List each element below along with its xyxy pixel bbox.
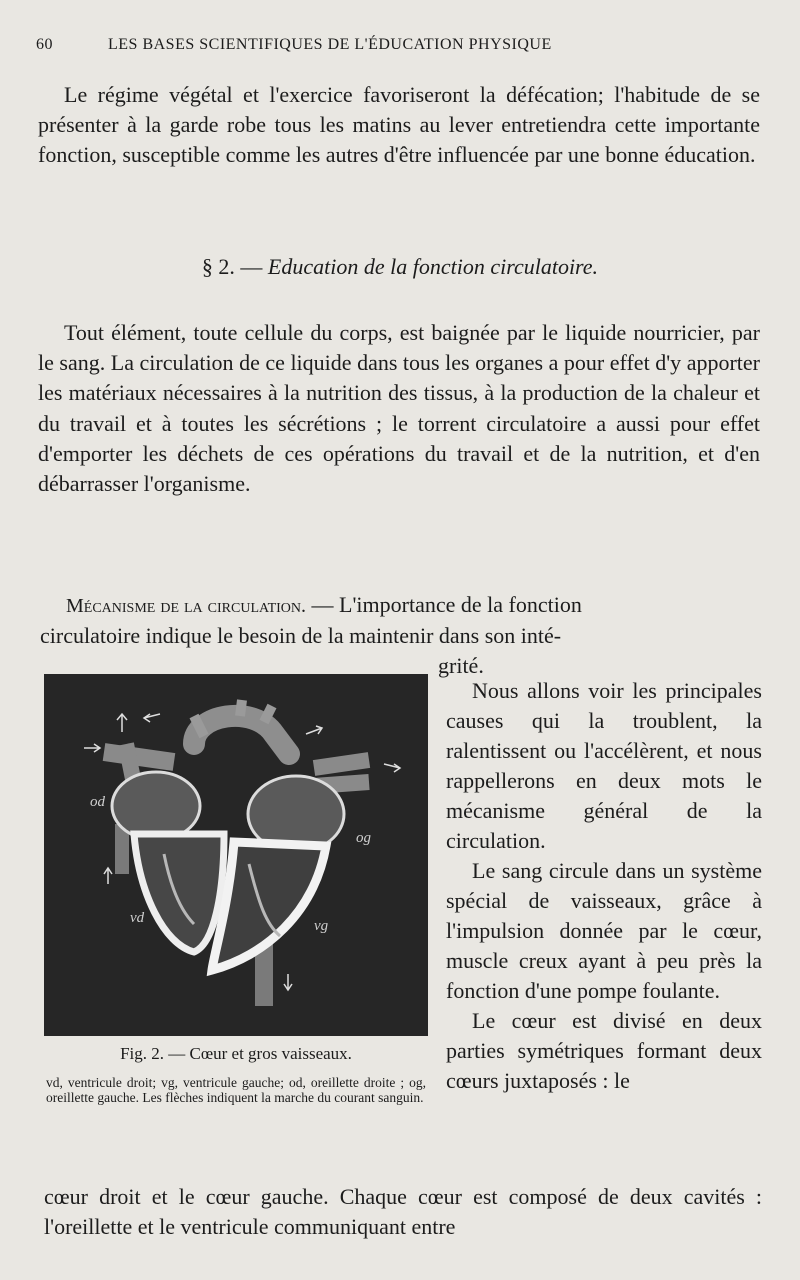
paragraph-causes: Nous allons voir les principales causes qui la troublent, la ralentissent ou l'accélèrent, et nous rappellerons en deux mots le mécanisme général de la circulation. <box>446 678 762 853</box>
label-vg: vg <box>314 918 329 934</box>
label-od: od <box>90 794 105 810</box>
mecanisme-line2: circulatoire indique le besoin de la maintenir dans son inté- <box>40 623 562 649</box>
running-header <box>36 36 726 54</box>
section-heading <box>0 254 800 280</box>
label-vd: vd <box>130 910 145 926</box>
page-number: 60 <box>36 36 53 53</box>
paragraph-vaisseaux: Le sang circule dans un système spécial de vaisseaux, grâce à l'impulsion donnée par le cœur, muscle creux ayant à peu près la fonction d'une pompe foulante. <box>446 858 762 1003</box>
mecanisme-line1: — L'importance de la fonction <box>311 592 582 617</box>
label-og: og <box>356 830 371 846</box>
paragraph-coeur-full: cœur droit et le cœur gauche. Chaque cœur est composé de deux cavités : l'oreillette et le ventricule communiquant entre <box>44 1184 762 1239</box>
right-column-text <box>446 676 762 1096</box>
paragraph-mecanisme <box>40 590 760 682</box>
heart-illustration <box>44 674 428 1036</box>
mecanisme-heading: Mécanisme de la circulation. <box>66 595 306 617</box>
figure-legend: vd, ventricule droit; vg, ventricule gauche; od, oreillette droite ; og, oreillette gauche. Les flèches indiquent la marche du courant sanguin. <box>46 1075 426 1105</box>
paragraph-defecation: Le régime végétal et l'exercice favoriseront la défécation; l'habitude de se présenter à la garde robe tous les matins au lever entretiendra cette importante fonction, susceptible comme les autres d'être influencée par une bonne éducation. <box>38 82 760 168</box>
mecanisme-line3: grité. <box>438 653 484 679</box>
figure-caption: Fig. 2. — Cœur et gros vaisseaux. <box>120 1044 352 1063</box>
paragraph-coeur-col: Le cœur est divisé en deux parties symétriques formant deux cœurs juxtaposés : le <box>446 1008 762 1093</box>
section-number: § 2. — <box>201 254 263 279</box>
running-title: LES BASES SCIENTIFIQUES DE L'ÉDUCATION PHYSIQUE <box>108 36 552 53</box>
paragraph-circulation-intro: Tout élément, toute cellule du corps, est baignée par le liquide nourricier, par le sang. La circulation de ce liquide dans tous les organes a pour effet d'y apporter les matériaux nécessaires à la nutrition des tissus, à la production de la chaleur et du travail et à toutes les sécrétions ; le torrent circulatoire a aussi pour effet d'emporter les déchets de ces opérations du travail et de la nutrition, et d'en débarrasser l'organisme. <box>38 320 760 497</box>
heart-figure <box>44 674 428 1036</box>
section-title: Education de la fonction circulatoire. <box>267 254 599 279</box>
